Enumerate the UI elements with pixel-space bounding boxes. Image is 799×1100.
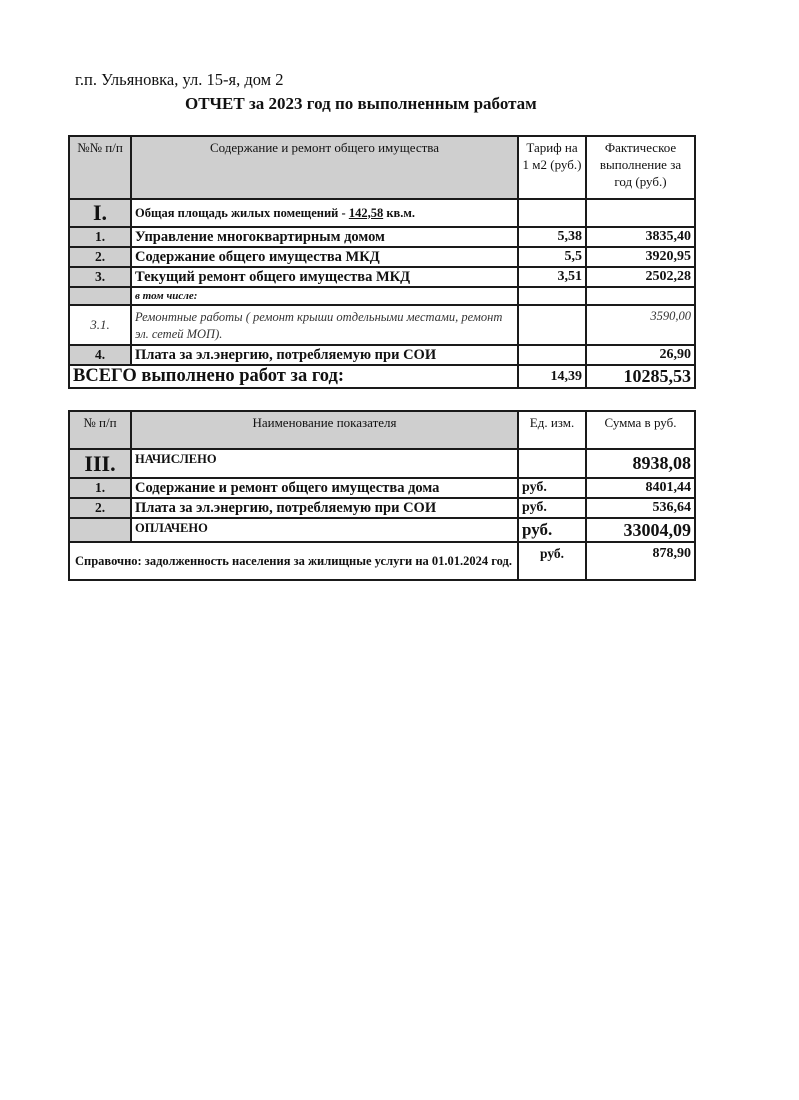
col-header-sum: Сумма в руб. xyxy=(586,411,695,449)
section-label: НАЧИСЛЕНО xyxy=(131,449,518,478)
charges-table xyxy=(68,410,696,581)
table-row xyxy=(69,247,695,267)
area-value: 142,58 xyxy=(348,205,384,220)
debt-note: Справочно: задолженность населения за жилищные услуги на 01.01.2024 год. xyxy=(69,542,518,580)
col-header-name: Наименование показателя xyxy=(131,411,518,449)
table-row xyxy=(69,267,695,287)
row-name: Плата за эл.энергию, потребляемую при СОИ xyxy=(131,345,518,365)
row-num: 1. xyxy=(69,227,131,247)
row-tariff: 5,38 xyxy=(518,227,586,247)
subrow xyxy=(69,305,695,345)
row-unit: руб. xyxy=(518,498,586,518)
works-table xyxy=(68,135,696,389)
row-tariff: 5,5 xyxy=(518,247,586,267)
row-name: Плата за эл.энергию, потребляемую при СОИ xyxy=(131,498,518,518)
paid-row xyxy=(69,518,695,542)
row-num: 2. xyxy=(69,498,131,518)
section-sum: 8938,08 xyxy=(586,449,695,478)
section-row xyxy=(69,199,695,227)
row-tariff: 3,51 xyxy=(518,267,586,287)
row-unit: руб. xyxy=(518,478,586,498)
table-row xyxy=(69,498,695,518)
subrow-name: Ремонтные работы ( ремонт крыши отдельными местами, ремонт эл. сетей МОП). xyxy=(131,305,518,345)
row-name: Управление многоквартирным домом xyxy=(131,227,518,247)
table-row xyxy=(69,227,695,247)
row-sum: 536,64 xyxy=(586,498,695,518)
col-header-num: №№ п/п xyxy=(69,136,131,199)
including-row xyxy=(69,287,695,305)
col-header-content: Содержание и ремонт общего имущества xyxy=(131,136,518,199)
address: г.п. Ульяновка, ул. 15-я, дом 2 xyxy=(75,70,284,89)
row-name: Текущий ремонт общего имущества МКД xyxy=(131,267,518,287)
table-row xyxy=(69,478,695,498)
row-actual: 3920,95 xyxy=(586,247,695,267)
row-actual: 2502,28 xyxy=(586,267,695,287)
row-actual: 26,90 xyxy=(586,345,695,365)
total-actual: 10285,53 xyxy=(586,365,695,388)
report-title: ОТЧЕТ за 2023 год по выполненным работам xyxy=(185,94,537,113)
note-unit: руб. xyxy=(518,542,586,580)
col-header-tariff: Тариф на 1 м2 (руб.) xyxy=(518,136,586,199)
row-sum: 8401,44 xyxy=(586,478,695,498)
section-label: Общая площадь жилых помещений - 142,58 кв.м. xyxy=(131,199,518,227)
subrow-actual: 3590,00 xyxy=(586,305,695,345)
note-row xyxy=(69,542,695,580)
paid-unit: руб. xyxy=(518,518,586,542)
col-header-num: № п/п xyxy=(69,411,131,449)
col-header-actual: Фактическое выполнение за год (руб.) xyxy=(586,136,695,199)
row-num: 4. xyxy=(69,345,131,365)
row-actual: 3835,40 xyxy=(586,227,695,247)
row-num: 1. xyxy=(69,478,131,498)
section-numeral: III. xyxy=(69,449,131,478)
row-num: 2. xyxy=(69,247,131,267)
total-row xyxy=(69,365,695,388)
row-name: Содержание общего имущества МКД xyxy=(131,247,518,267)
row-num: 3. xyxy=(69,267,131,287)
row-name: Содержание и ремонт общего имущества дома xyxy=(131,478,518,498)
including-label: в том числе: xyxy=(131,287,518,305)
paid-sum: 33004,09 xyxy=(586,518,695,542)
section-row xyxy=(69,449,695,478)
section-numeral: I. xyxy=(69,199,131,227)
total-tariff: 14,39 xyxy=(518,365,586,388)
subrow-num: 3.1. xyxy=(69,305,131,345)
col-header-unit: Ед. изм. xyxy=(518,411,586,449)
total-label: ВСЕГО выполнено работ за год: xyxy=(69,365,518,388)
note-sum: 878,90 xyxy=(586,542,695,580)
table-row xyxy=(69,345,695,365)
paid-label: ОПЛАЧЕНО xyxy=(131,518,518,542)
